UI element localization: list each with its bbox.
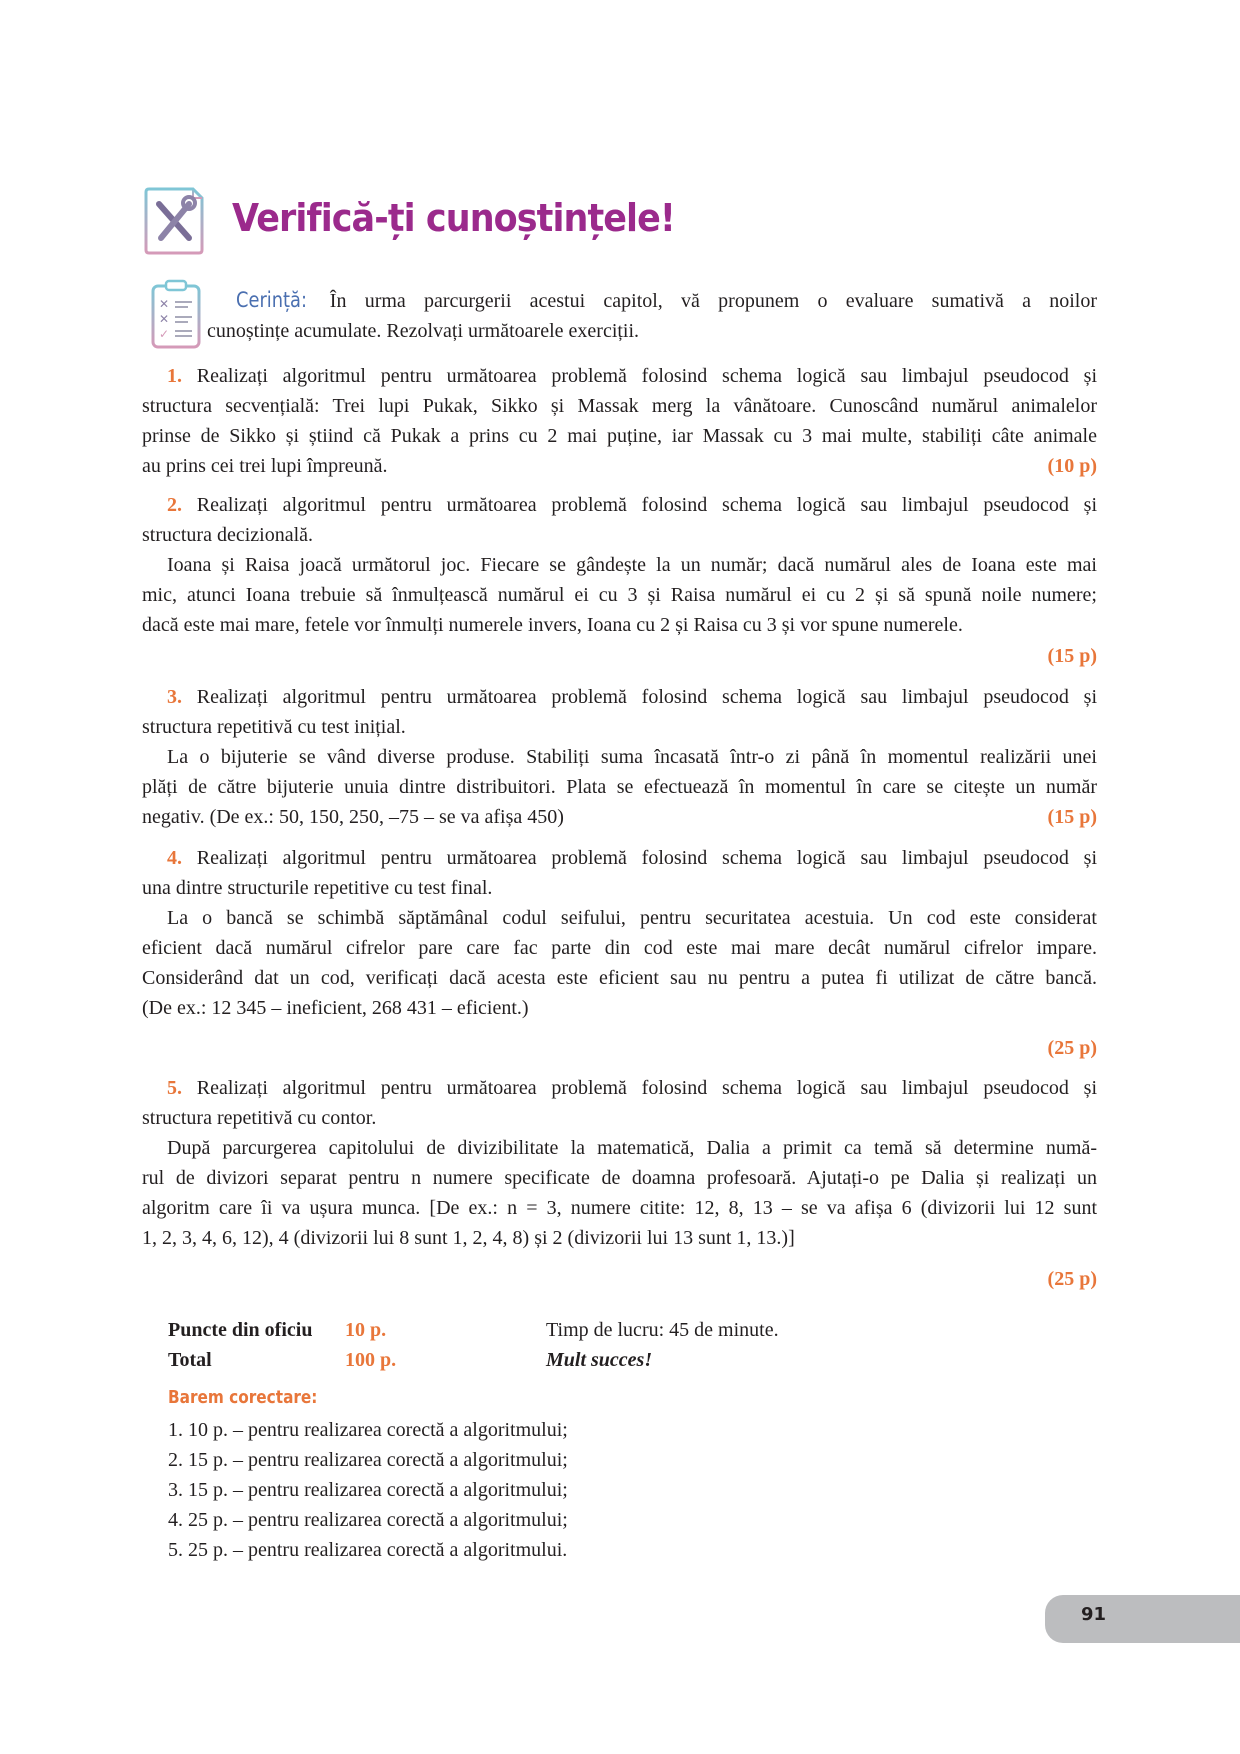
exercise-text: prinse de Sikko și știind că Pukak a prins cu 2 mai puține, iar Massak cu 3 mai multe, stabiliți câte animale xyxy=(142,425,1097,447)
exercise-line xyxy=(142,391,1097,421)
exercise-4 xyxy=(142,843,1097,1023)
exercise-line xyxy=(142,873,1097,903)
bonus-label xyxy=(168,1315,312,1345)
requirement-line xyxy=(236,285,1097,316)
exercise-line xyxy=(142,361,1097,391)
good-luck: Mult succes! xyxy=(546,1349,653,1371)
exercise-detail-line xyxy=(142,963,1097,993)
exercise-text: 1, 2, 3, 4, 6, 12), 4 (divizorii lui 8 sunt 1, 2, 4, 8) și 2 (divizorii lui 13 sunt 1, 13.)] xyxy=(142,1227,795,1249)
barem-item: 4. 25 p. – pentru realizarea corectă a algoritmului; xyxy=(168,1509,568,1531)
exercise-detail-line xyxy=(142,1223,1097,1253)
svg-text:✓: ✓ xyxy=(159,327,170,341)
exercise-text: Realizați algoritmul pentru următoarea problemă folosind schema logică sau limbajul pseudocod și xyxy=(196,365,1097,387)
exercise-text: rul de divizori separat pentru n numere specificate de doamna profesoară. Ajutați-o pe Dalia și realizați un xyxy=(142,1167,1097,1189)
exercise-detail-line xyxy=(142,802,1097,832)
exercise-points: (25 p) xyxy=(1047,1268,1097,1290)
exercise-number: 1. xyxy=(167,365,182,387)
exercise-text: mic, atunci Ioana trebuie să înmulțească numărul ei cu 3 și Raisa numărul ei cu 2 și să spună noile numere; xyxy=(142,584,1097,606)
exercise-text: au prins cei trei lupi împreună. xyxy=(142,455,388,477)
tools-icon xyxy=(143,186,205,256)
exercise-line xyxy=(142,490,1097,520)
barem-title: Barem corectare: xyxy=(168,1387,318,1408)
svg-text:✕: ✕ xyxy=(159,297,170,311)
page-title: Verifică-ți cunoștințele! xyxy=(232,196,675,240)
work-time: Timp de lucru: 45 de minute. xyxy=(546,1319,779,1341)
bonus-label-text: Puncte din oficiu xyxy=(168,1319,313,1341)
exercise-detail-line xyxy=(142,772,1097,802)
exercise-points: (10 p) xyxy=(1047,455,1097,477)
exercise-text: eficient dacă numărul cifrelor pare care fac parte din cod este mai mare decât numărul cifrelor impare. xyxy=(142,937,1097,959)
exercise-line xyxy=(142,843,1097,873)
exercise-detail-line xyxy=(142,742,1097,772)
exercise-text: structura decizională. xyxy=(142,524,314,546)
exercise-text: structura secvențială: Trei lupi Pukak, Sikko și Massak merg la vânătoare. Cunoscând numărul animalelor xyxy=(142,395,1097,417)
exercise-line xyxy=(142,682,1097,712)
exercise-detail-line xyxy=(142,610,1097,640)
exercise-text: Realizați algoritmul pentru următoarea problemă folosind schema logică sau limbajul pseudocod și xyxy=(196,1077,1097,1099)
exercise-text: După parcurgerea capitolului de divizibilitate la matematică, Dalia a primit ca temă să determine numă- xyxy=(167,1137,1097,1159)
page-number-tab xyxy=(1045,1595,1240,1643)
exercise-3 xyxy=(142,682,1097,832)
requirement-label: Cerință: xyxy=(236,288,308,312)
requirement-text: În urma parcurgerii acestui capitol, vă propunem o evaluare sumativă a noilor xyxy=(329,290,1098,312)
barem-item: 3. 15 p. – pentru realizarea corectă a algoritmului; xyxy=(168,1479,568,1501)
exercise-detail-line xyxy=(142,903,1097,933)
checklist-icon xyxy=(150,278,202,350)
barem-item: 5. 25 p. – pentru realizarea corectă a algoritmului. xyxy=(168,1539,568,1561)
requirement-line: cunoștințe acumulate. Rezolvați următoarele exerciții. xyxy=(207,320,640,342)
exercise-text: (De ex.: 12 345 – ineficient, 268 431 – eficient.) xyxy=(142,997,529,1019)
exercise-line xyxy=(142,520,1097,550)
exercise-text: La o bijuterie se vând diverse produse. Stabiliți suma încasată într-o zi până în momentul realizării unei xyxy=(167,746,1097,768)
exercise-5 xyxy=(142,1073,1097,1253)
svg-text:✕: ✕ xyxy=(159,312,170,326)
exercise-detail-line xyxy=(142,1133,1097,1163)
exercise-number: 3. xyxy=(167,686,182,708)
exercise-line xyxy=(142,421,1097,451)
exercise-line xyxy=(142,1103,1097,1133)
exercise-text: negativ. (De ex.: 50, 150, 250, –75 – se va afișa 450) xyxy=(142,806,564,828)
exercise-text: La o bancă se schimbă săptămânal codul seifului, pentru securitatea acestuia. Un cod este considerat xyxy=(167,907,1097,929)
exercise-text: Realizați algoritmul pentru următoarea problemă folosind schema logică sau limbajul pseudocod și xyxy=(196,686,1097,708)
exercise-2 xyxy=(142,490,1097,640)
exercise-text: Realizați algoritmul pentru următoarea problemă folosind schema logică sau limbajul pseudocod și xyxy=(196,847,1097,869)
exercise-number: 2. xyxy=(167,494,182,516)
exercise-text: dacă este mai mare, fetele vor înmulți numerele invers, Ioana cu 2 și Raisa cu 3 și vor spune numerele. xyxy=(142,614,963,636)
barem-item: 2. 15 p. – pentru realizarea corectă a algoritmului; xyxy=(168,1449,568,1471)
exercise-text: plăți de către bijuterie unuia dintre distribuitori. Plata se efectuează în momentul în care se citește un număr xyxy=(142,776,1097,798)
exercise-text: structura repetitivă cu test inițial. xyxy=(142,716,406,738)
barem-item: 1. 10 p. – pentru realizarea corectă a algoritmului; xyxy=(168,1419,568,1441)
exercise-line xyxy=(142,451,1097,481)
page-number: 91 xyxy=(1081,1604,1107,1625)
bonus-value: 10 p. xyxy=(345,1319,387,1341)
exercise-text: algoritm care îi va ușura munca. [De ex.: n = 3, numere citite: 12, 8, 13 – se va afișa 6 (divizorii lui 12 sunt xyxy=(142,1197,1097,1219)
exercise-line xyxy=(142,1073,1097,1103)
barem-list xyxy=(168,1415,568,1565)
exercise-points: (25 p) xyxy=(1047,1037,1097,1059)
exercise-points: (15 p) xyxy=(1047,806,1097,828)
exercise-line xyxy=(142,712,1097,742)
exercise-text: una dintre structurile repetitive cu test final. xyxy=(142,877,493,899)
exercise-1 xyxy=(142,361,1097,481)
exercise-number: 4. xyxy=(167,847,182,869)
exercise-detail-line xyxy=(142,550,1097,580)
exercise-text: Ioana și Raisa joacă următorul joc. Fiecare se gândește la un număr; dacă numărul ales de Ioana este mai xyxy=(167,554,1097,576)
exercise-text: Considerând dat un cod, verificați dacă acesta este eficient sau nu pentru a putea fi utilizat de către bancă. xyxy=(142,967,1097,989)
exercise-detail-line xyxy=(142,993,1097,1023)
exercise-text: structura repetitivă cu contor. xyxy=(142,1107,377,1129)
total-value: 100 p. xyxy=(345,1349,397,1371)
exercise-detail-line xyxy=(142,1163,1097,1193)
exercise-points: (15 p) xyxy=(1047,645,1097,667)
exercise-text: Realizați algoritmul pentru următoarea problemă folosind schema logică sau limbajul pseudocod și xyxy=(196,494,1097,516)
requirement xyxy=(207,285,1098,346)
exercise-detail-line xyxy=(142,580,1097,610)
exercise-number: 5. xyxy=(167,1077,182,1099)
exercise-detail-line xyxy=(142,1193,1097,1223)
exercise-detail-line xyxy=(142,933,1097,963)
total-label: Total xyxy=(168,1349,212,1371)
